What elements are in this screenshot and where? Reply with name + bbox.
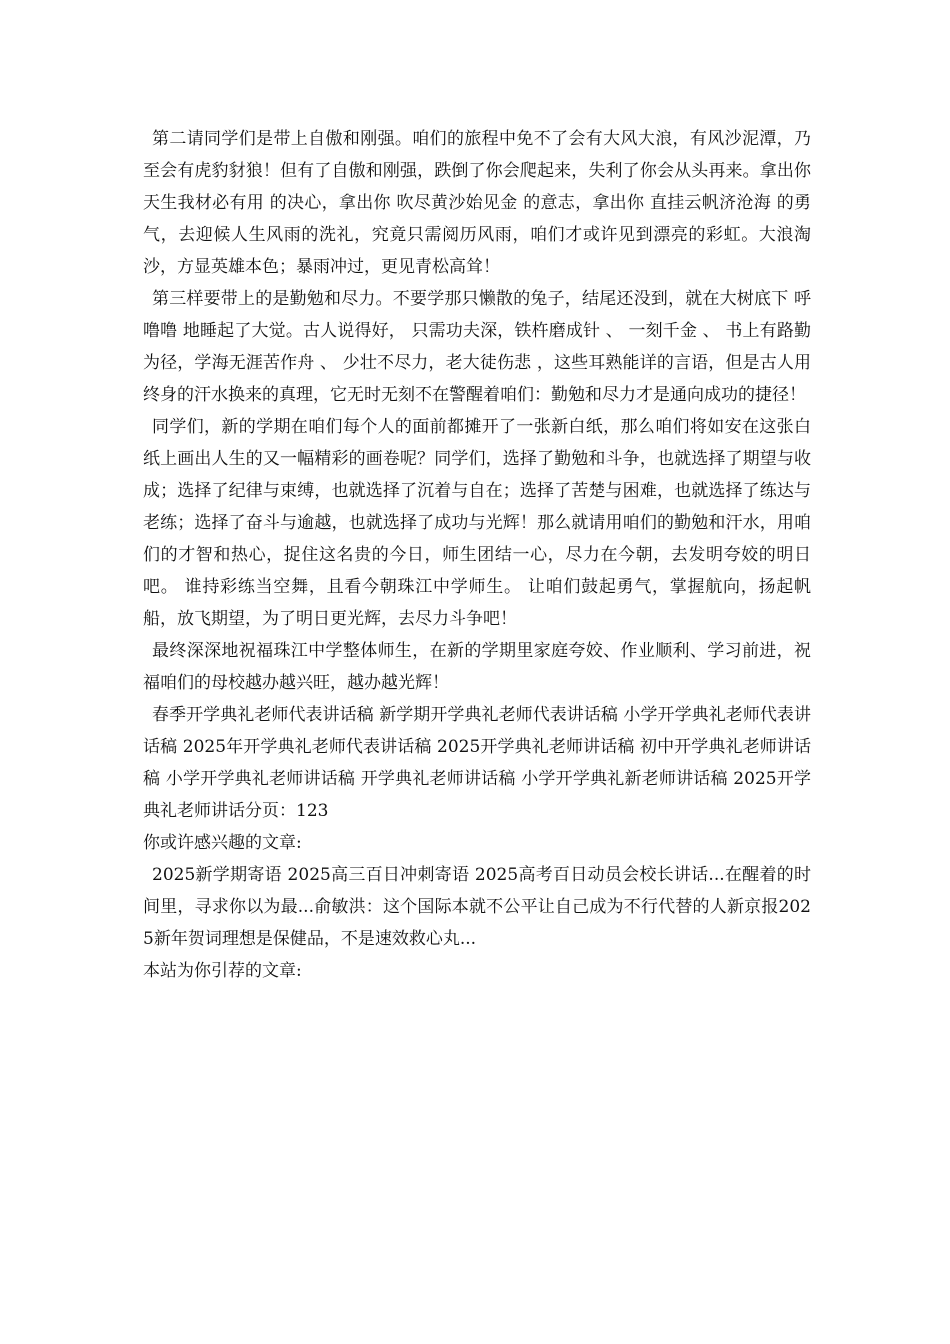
paragraph-confidence: 第二请同学们是带上自傲和刚强。咱们的旅程中免不了会有大风大浪，有风沙泥潭，乃至会有虎豹豺狼！但有了自傲和刚强，跌倒了你会爬起来，失利了你会从头再来。拿出你 天生我材必有用 的决心，拿出你 吹尽黄沙始见金 的意志，拿出你 直挂云帆济沧海 的勇气，去迎候人生风雨的洗礼，究竟只需阅历风雨，咱们才或许见到漂亮的彩虹。大浪淘沙，方显英雄本色；暴雨冲过，更见青松高耸！ xyxy=(143,129,811,277)
paragraph-new-semester: 同学们，新的学期在咱们每个人的面前都摊开了一张新白纸，那么咱们将如安在这张白纸上画出人生的又一幅精彩的画卷呢？同学们，选择了勤勉和斗争，也就选择了期望与收成；选择了纪律与束缚，也就选择了沉着与自在；选择了苦楚与困难，也就选择了练达与老练；选择了奋斗与逾越，也就选择了成功与光辉！那么就请用咱们的勤勉和汗水，用咱们的才智和热心，捉住这名贵的今日，师生团结一心，尽力在今朝，去发明夸姣的明日吧。 谁持彩练当空舞，且看今朝珠江中学师生。 让咱们鼓起勇气，掌握航向，扬起帆船，放飞期望，为了明日更光辉，去尽力斗争吧！ xyxy=(143,417,811,629)
interest-text: 2025新学期寄语 2025高三百日冲刺寄语 2025高考百日动员会校长讲话...在醒着的时间里，寻求你以为最...俞敏洪：这个国际本就不公平让自己成为不行代替的人新京报2025新年贺词理想是保健品，不是速效救心丸... xyxy=(143,865,811,949)
paragraph-blessing: 最终深深地祝福珠江中学整体师生，在新的学期里家庭夸姣、作业顺利、学习前进，祝福咱们的母校越办越兴旺，越办越光辉！ xyxy=(143,641,811,693)
interest-label: 你或许感兴趣的文章: xyxy=(143,833,302,853)
recommend-label: 本站为你引荐的文章: xyxy=(143,961,302,981)
paragraph-diligence: 第三样要带上的是勤勉和尽力。不要学那只懒散的兔子，结尾还没到，就在大树底下 呼噜噜 地睡起了大觉。古人说得好， 只需功夫深，铁杵磨成针 、 一刻千金 、 书上有路勤为径，学海无涯苦作舟 、 少壮不尽力，老大徒伤悲 ，这些耳熟能详的言语，但是古人用终身的汗水换来的真理，它无时无刻不在警醒着咱们：勤勉和尽力才是通向成功的捷径！ xyxy=(143,289,811,405)
paragraph-related-titles: 春季开学典礼老师代表讲话稿 新学期开学典礼老师代表讲话稿 小学开学典礼老师代表讲话稿 2025年开学典礼老师代表讲话稿 2025开学典礼老师讲话稿 初中开学典礼老师讲话稿 小学开学典礼老师讲话稿 开学典礼老师讲话稿 小学开学典礼新老师讲话稿 2025开学典礼老师讲话分页：123 xyxy=(143,705,811,821)
document-body xyxy=(143,123,811,987)
